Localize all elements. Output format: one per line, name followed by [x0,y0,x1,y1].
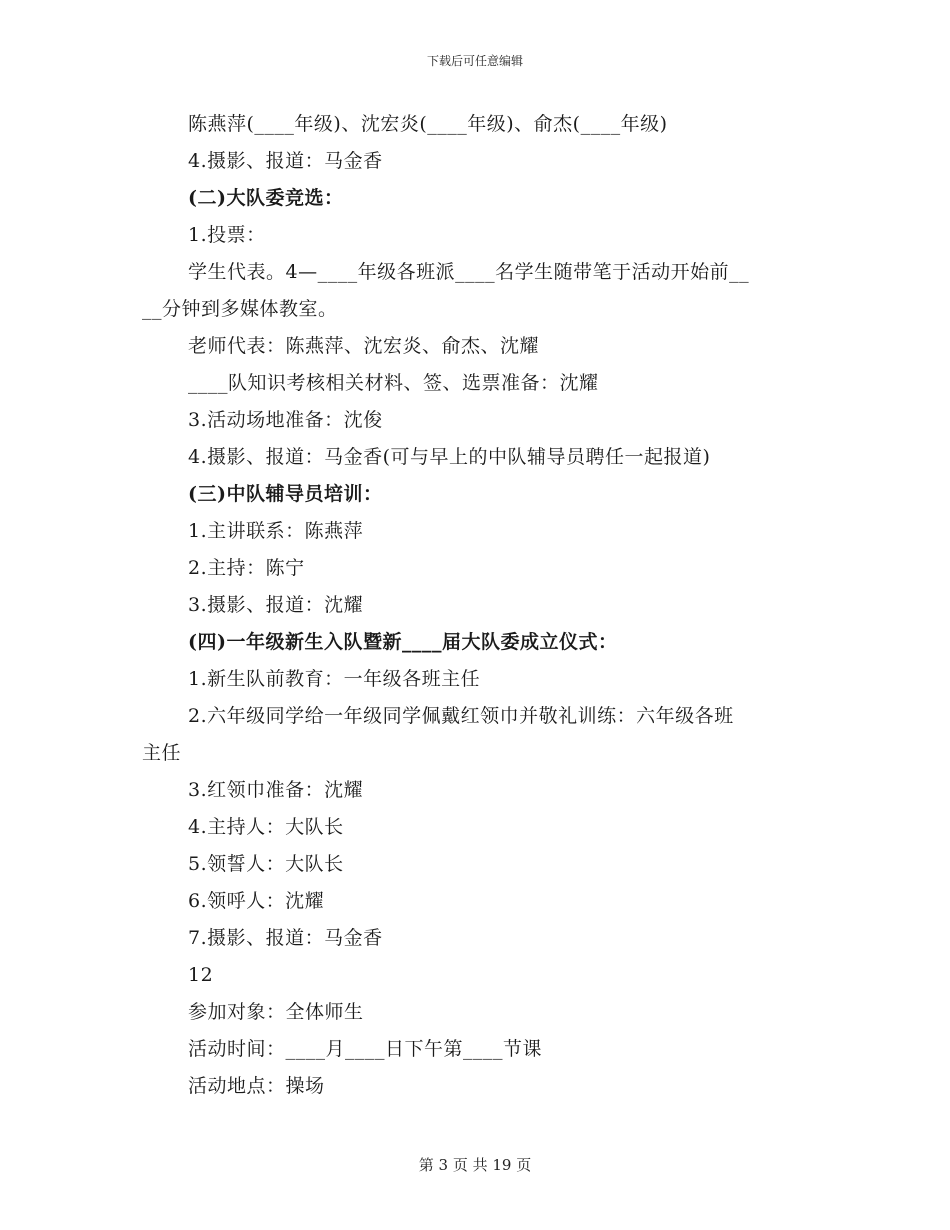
text-line: 4.主持人：大队长 [188,816,344,838]
text-line: 6.领呼人：沈耀 [188,890,325,912]
text-line: 12 [188,964,214,986]
text-line: 1.主讲联系：陈燕萍 [188,520,364,542]
text-line: 3.红领巾准备：沈耀 [188,779,364,801]
text-line: __分钟到多媒体教室。 [142,298,338,320]
text-line: 陈燕萍(____年级)、沈宏炎(____年级)、俞杰(____年级) [188,113,668,135]
text-line: 主任 [142,742,182,764]
text-line: 1.新生队前教育：一年级各班主任 [188,668,481,690]
text-line: ____队知识考核相关材料、签、选票准备：沈耀 [188,372,599,394]
page-header: 下载后可任意编辑 [426,54,523,68]
text-line: 学生代表。4—____年级各班派____名学生随带笔于活动开始前__ [188,261,750,283]
section-heading: (三)中队辅导员培训： [188,483,383,505]
text-line: 2.六年级同学给一年级同学佩戴红领巾并敬礼训练：六年级各班 [188,705,734,727]
text-line: 4.摄影、报道：马金香(可与早上的中队辅导员聘任一起报道) [188,446,711,468]
text-line: 活动地点：操场 [188,1075,325,1097]
page-footer: 第 3 页 共 19 页 [418,1156,532,1174]
text-line: 3.活动场地准备：沈俊 [188,409,383,431]
text-line: 活动时间：____月____日下午第____节课 [188,1038,543,1060]
text-line: 7.摄影、报道：马金香 [188,927,383,949]
text-line: 1.投票： [188,224,266,246]
section-heading: (四)一年级新生入队暨新____届大队委成立仪式： [188,631,618,653]
text-line: 老师代表：陈燕萍、沈宏炎、俞杰、沈耀 [188,335,540,357]
text-line: 3.摄影、报道：沈耀 [188,594,364,616]
text-line: 4.摄影、报道：马金香 [188,150,383,172]
text-line: 2.主持：陈宁 [188,557,305,579]
section-heading: (二)大队委竞选： [188,187,344,209]
text-line: 参加对象：全体师生 [188,1001,364,1023]
text-line: 5.领誓人：大队长 [188,853,344,875]
document-body [142,106,822,1105]
